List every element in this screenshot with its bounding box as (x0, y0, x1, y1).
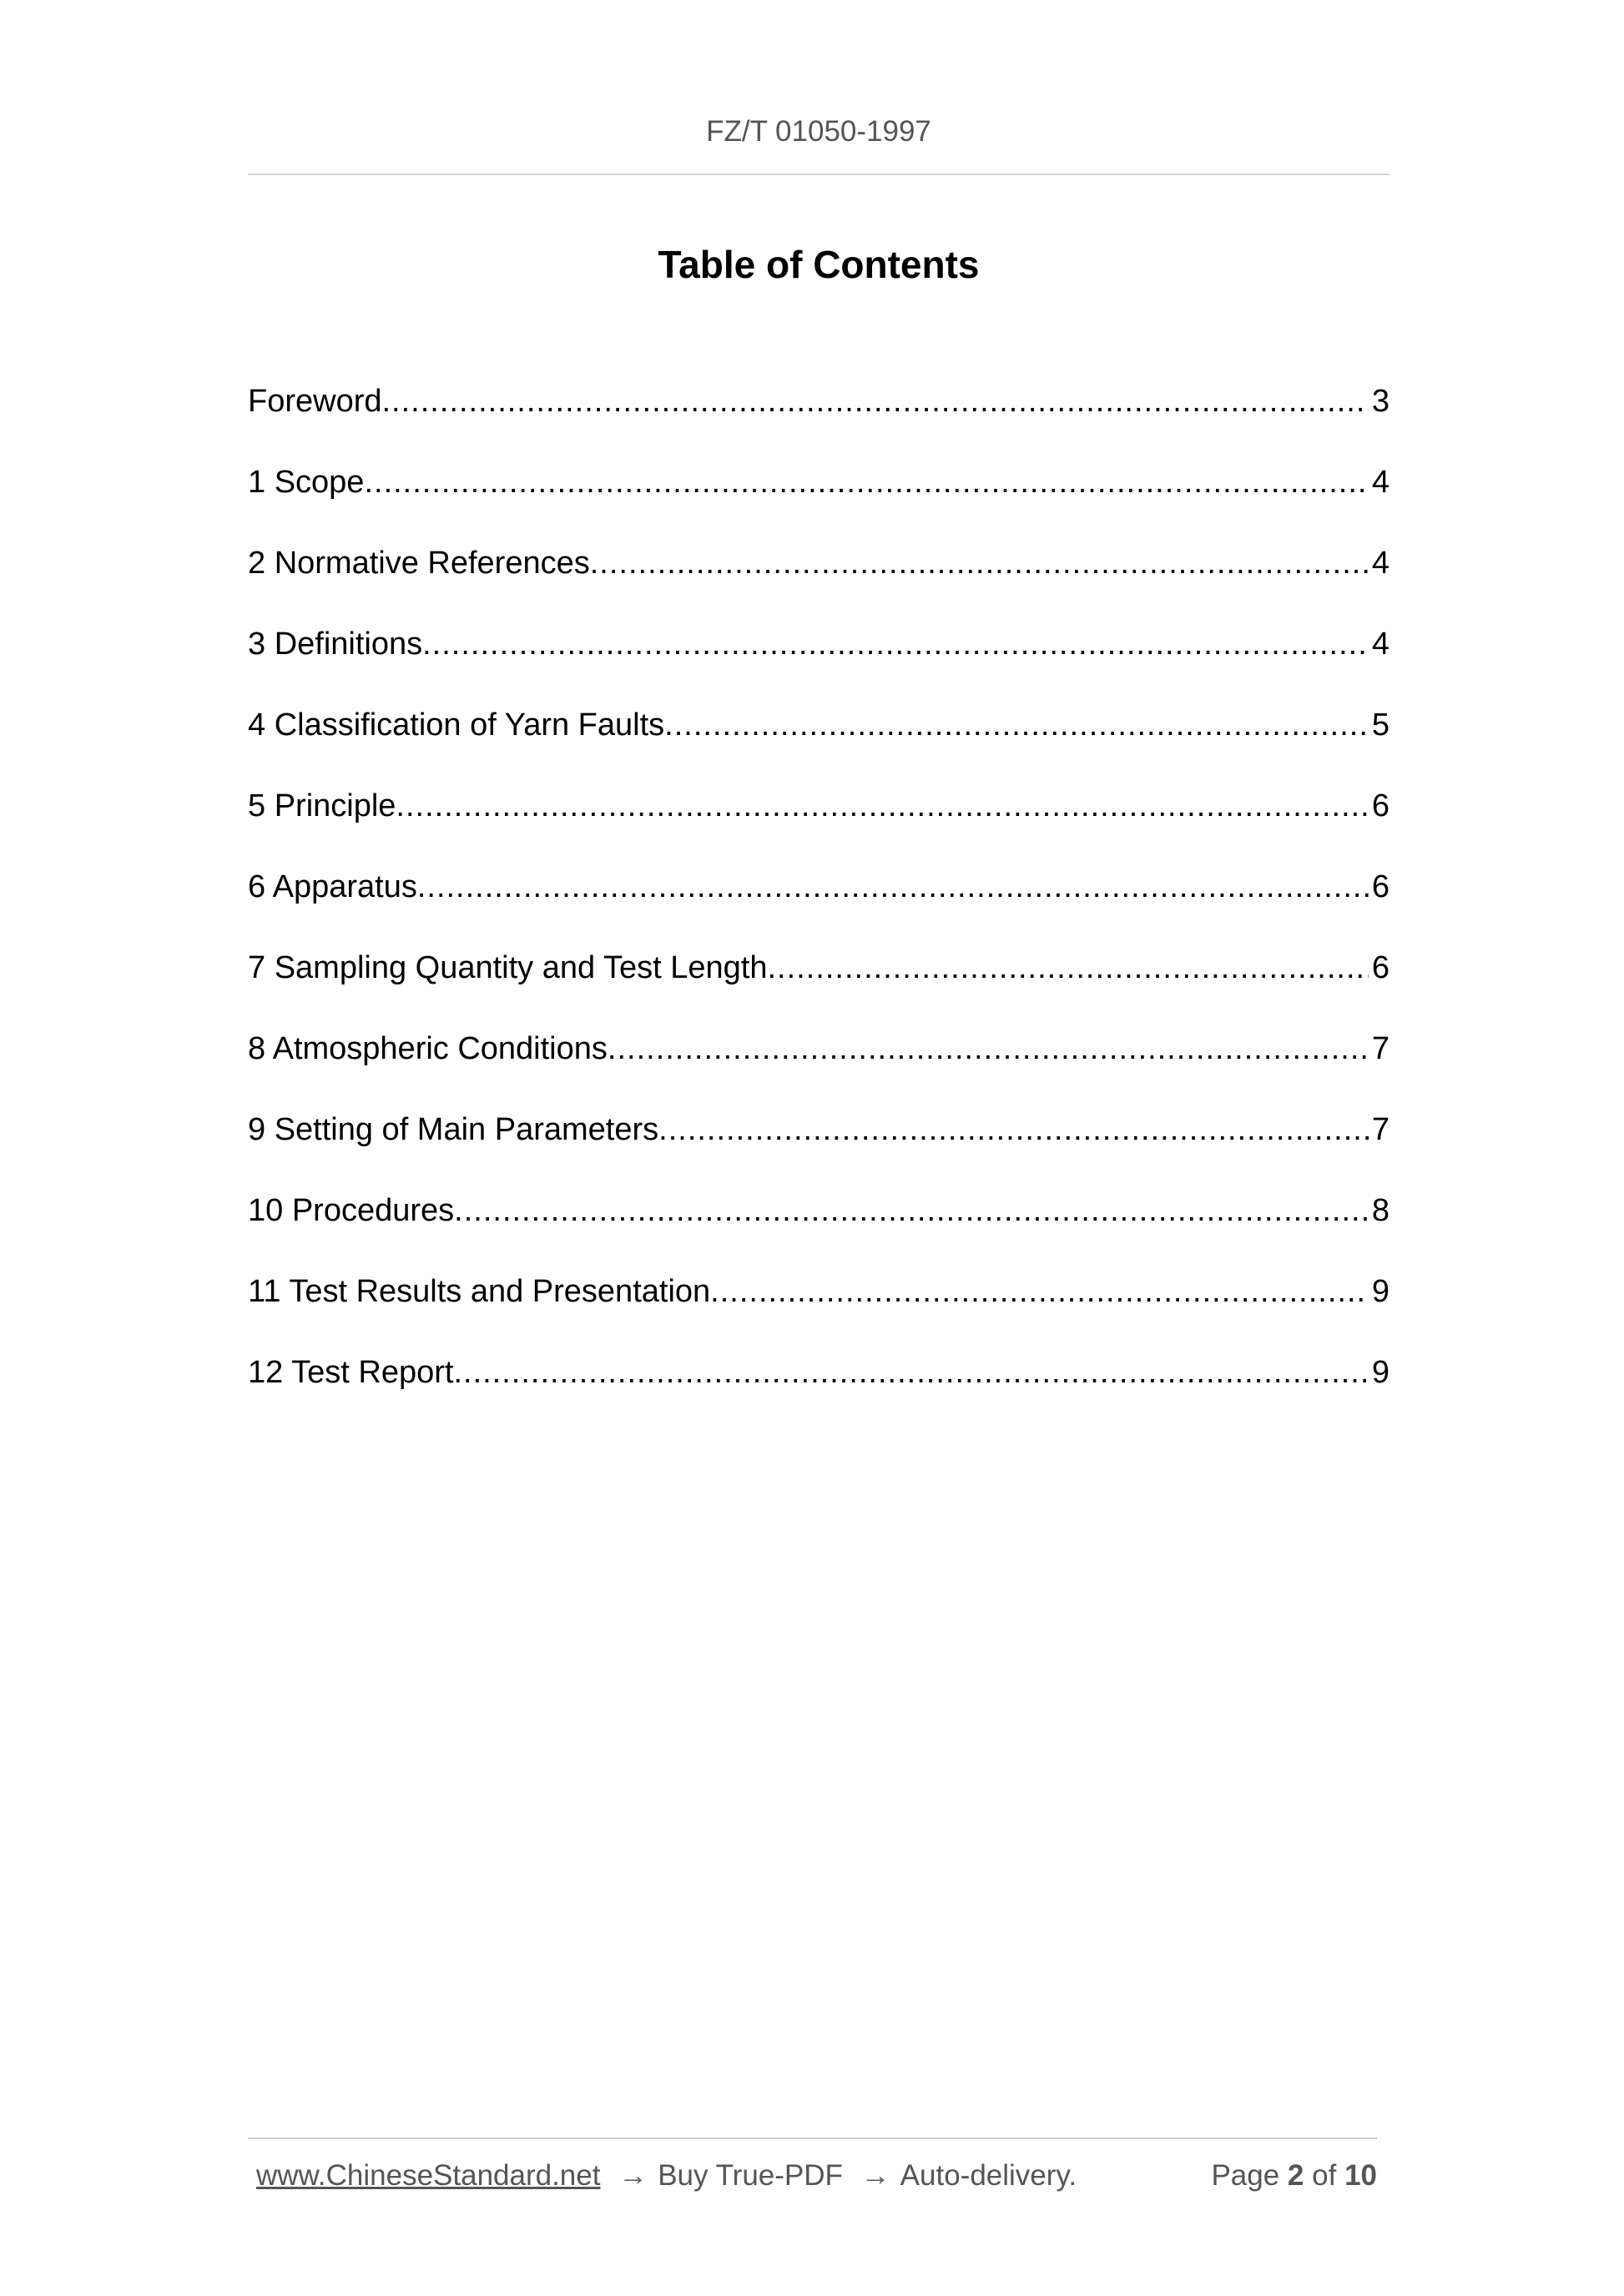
toc-entry-sampling[interactable] (248, 944, 1389, 1025)
toc-dot-leader (768, 944, 1369, 992)
toc-entry-page: 6 (1371, 869, 1389, 904)
toc-entry-page: 6 (1371, 788, 1389, 823)
page-header-doc-id: FZ/T 01050-1997 (706, 115, 931, 148)
toc-entry-label: 10 Procedures (248, 1193, 455, 1228)
toc-entry-label: Foreword (248, 384, 382, 419)
toc-dot-leader (590, 539, 1369, 587)
toc-entry-label: 5 Principle (248, 788, 396, 823)
toc-entry-label: 6 Apparatus (248, 869, 417, 904)
toc-dot-leader (664, 701, 1369, 749)
toc-dot-leader (454, 1186, 1369, 1235)
toc-dot-leader (608, 1025, 1369, 1073)
toc-entry-page: 6 (1371, 950, 1389, 985)
toc-entry-page: 7 (1371, 1031, 1389, 1066)
toc-entry-page: 5 (1371, 707, 1389, 743)
toc-entry-apparatus[interactable] (248, 863, 1389, 944)
toc-dot-leader (396, 782, 1368, 830)
toc-entry-normative-references[interactable] (248, 539, 1389, 620)
toc-entry-principle[interactable] (248, 782, 1389, 863)
toc-entry-label: 4 Classification of Yarn Faults (248, 707, 665, 743)
toc-entry-label: 7 Sampling Quantity and Test Length (248, 950, 768, 985)
footer-divider (248, 2137, 1377, 2139)
toc-entry-atmospheric-conditions[interactable] (248, 1025, 1389, 1105)
toc-entry-classification[interactable] (248, 701, 1389, 782)
toc-dot-leader (364, 458, 1368, 506)
toc-entry-page: 3 (1371, 384, 1389, 419)
arrow-right-icon: → (860, 2159, 890, 2192)
toc-entry-scope[interactable] (248, 458, 1389, 539)
toc-entry-page: 4 (1371, 546, 1389, 581)
toc-entry-page: 7 (1371, 1112, 1389, 1147)
toc-entry-test-report[interactable] (248, 1348, 1389, 1429)
toc-entry-page: 8 (1371, 1193, 1389, 1228)
toc-entry-test-results[interactable] (248, 1267, 1389, 1348)
toc-entry-label: 12 Test Report (248, 1355, 454, 1390)
page-prefix: Page (1211, 2159, 1280, 2192)
arrow-right-icon: → (618, 2159, 648, 2192)
buy-true-pdf-text: Buy True-PDF (658, 2159, 843, 2192)
toc-entry-page: 4 (1371, 465, 1389, 500)
toc-list (248, 377, 1389, 1429)
toc-dot-leader (382, 377, 1369, 425)
toc-title: Table of Contents (658, 243, 980, 286)
toc-entry-definitions[interactable] (248, 620, 1389, 701)
toc-entry-page: 9 (1371, 1274, 1389, 1309)
toc-entry-label: 8 Atmospheric Conditions (248, 1031, 608, 1066)
toc-entry-label: 2 Normative References (248, 546, 590, 581)
toc-entry-main-parameters[interactable] (248, 1105, 1389, 1186)
auto-delivery-text: Auto-delivery. (900, 2159, 1077, 2192)
page-of: of (1312, 2159, 1337, 2192)
toc-entry-procedures[interactable] (248, 1186, 1389, 1267)
toc-entry-label: 11 Test Results and Presentation (248, 1274, 711, 1309)
header-divider (248, 174, 1389, 175)
toc-dot-leader (417, 863, 1369, 911)
toc-dot-leader (710, 1267, 1369, 1316)
toc-entry-label: 9 Setting of Main Parameters (248, 1112, 659, 1147)
toc-dot-leader (658, 1105, 1369, 1154)
site-link[interactable]: www.ChineseStandard.net (256, 2159, 601, 2192)
toc-entry-foreword[interactable] (248, 377, 1389, 458)
toc-dot-leader (453, 1348, 1368, 1397)
toc-entry-page: 4 (1371, 627, 1389, 662)
page-current: 2 (1287, 2159, 1304, 2192)
toc-entry-page: 9 (1371, 1355, 1389, 1390)
toc-entry-label: 1 Scope (248, 465, 365, 500)
page-footer (256, 2159, 1377, 2193)
toc-dot-leader (422, 620, 1369, 668)
toc-entry-label: 3 Definitions (248, 627, 423, 662)
page-total: 10 (1344, 2159, 1377, 2192)
page-number (1211, 2159, 1377, 2193)
footer-promo (256, 2159, 1077, 2193)
